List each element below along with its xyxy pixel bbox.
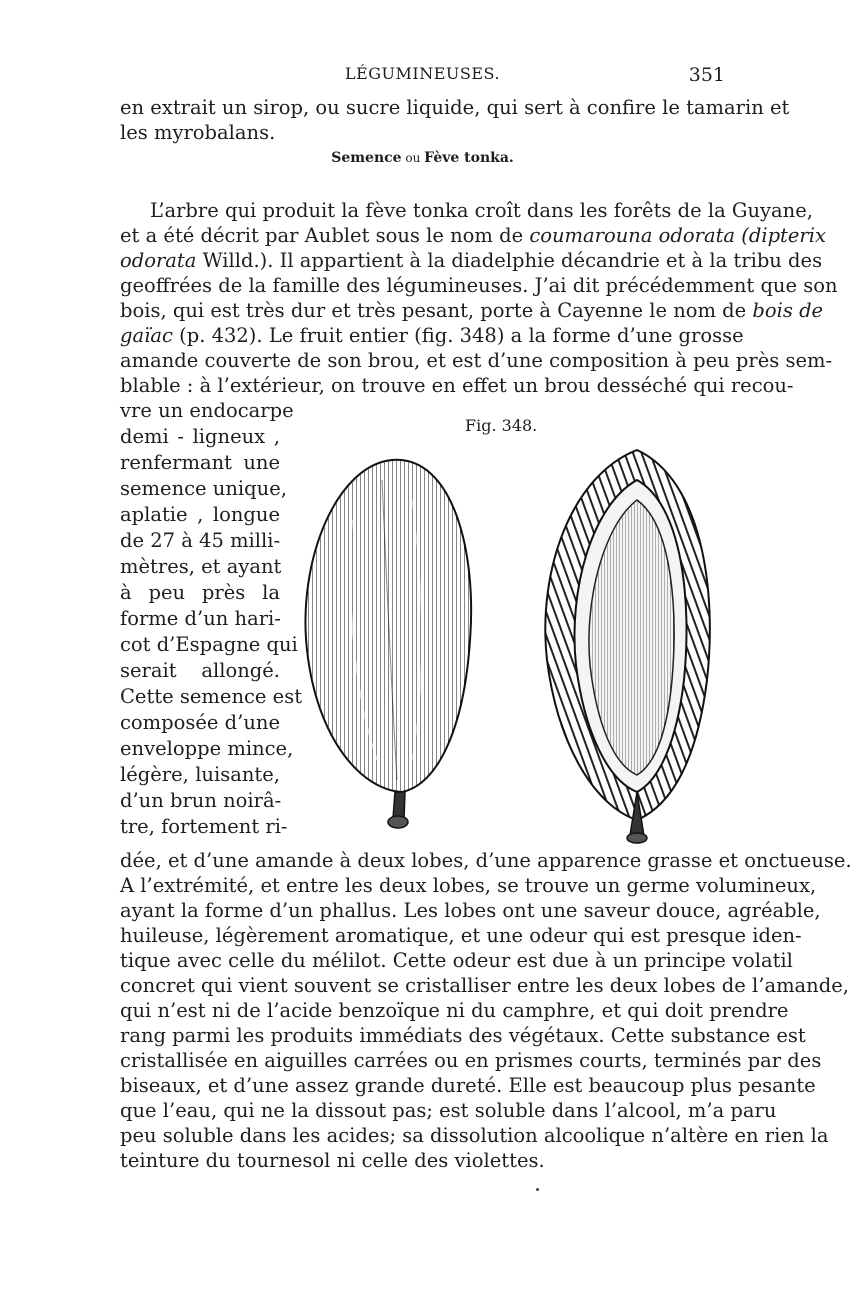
text-line: bois, qui est très dur et très pesant, porte à Cayenne le nom de bois de [120, 299, 824, 322]
text-line: demi - ligneux , [120, 425, 280, 448]
wood-name: bois de [752, 299, 824, 322]
text-line: dée, et d’une amande à deux lobes, d’une apparence grasse et onctueuse. [120, 849, 852, 872]
text-line: L’arbre qui produit la fève tonka croît dans les forêts de la Guyane, [150, 199, 813, 222]
section-heading-or: ou [401, 151, 425, 165]
genus-name: (dipterix [741, 224, 826, 247]
text-line: cristallisée en aiguilles carrées ou en prismes courts, terminés par des [120, 1049, 822, 1072]
print-speck [536, 1188, 539, 1191]
text-line: composée d’une [120, 711, 280, 734]
text-line: teinture du tournesol ni celle des violettes. [120, 1149, 545, 1172]
text-line: et a été décrit par Aublet sous le nom de coumarouna odorata (dipterix [120, 224, 826, 247]
text-line: cot d’Espagne qui [120, 633, 298, 656]
text-line: A l’extrémité, et entre les deux lobes, se trouve un germe volumineux, [120, 874, 817, 897]
text-line: ayant la forme d’un phallus. Les lobes ont une saveur douce, agréable, [120, 899, 821, 922]
cut-fruit [545, 450, 710, 843]
text-line: renfermant une [120, 451, 280, 474]
species-name: coumarouna odorata [529, 224, 736, 247]
text-line: rang parmi les produits immédiats des végétaux. Cette substance est [120, 1024, 806, 1047]
text-line: les myrobalans. [120, 121, 276, 144]
tonka-fruit-figure [292, 440, 732, 850]
text-line: tre, fortement ri- [120, 815, 288, 838]
text-line: de 27 à 45 milli- [120, 529, 281, 552]
text-line: que l’eau, qui ne la dissout pas; est soluble dans l’alcool, m’a paru [120, 1099, 777, 1122]
text-line: odorata Willd.). Il appartient à la diadelphie décandrie et à la tribu des [120, 249, 823, 272]
text-line: semence unique, [120, 477, 287, 500]
text-line: vre un endocarpe [120, 399, 294, 422]
text-line: geoffrées de la famille des légumineuses. J’ai dit précédemment que son [120, 274, 838, 297]
text-line: amande couverte de son brou, et est d’une composition à peu près sem- [120, 349, 833, 372]
text-line: enveloppe mince, [120, 737, 294, 760]
text-line: Cette semence est [120, 685, 303, 708]
whole-fruit [305, 460, 471, 828]
text-line: forme d’un hari- [120, 607, 281, 630]
text-line: à peu près la [120, 581, 280, 604]
text-line: blable : à l’extérieur, on trouve en effet un brou desséché qui recou- [120, 374, 794, 397]
text-line: légère, luisante, [120, 763, 280, 786]
page-header [120, 64, 725, 88]
section-heading-main: Semence [331, 150, 402, 166]
page-number: 351 [688, 64, 725, 86]
running-title: LÉGUMINEUSES. [344, 64, 501, 83]
text-line: huileuse, légèrement aromatique, et une odeur qui est presque iden- [120, 924, 802, 947]
text-line: aplatie , longue [120, 503, 280, 526]
text-line: tique avec celle du mélilot. Cette odeur est due à un principe volatil [120, 949, 793, 972]
species-name: odorata [120, 249, 197, 272]
wood-name: gaïac [120, 324, 173, 347]
text-line: d’un brun noirâ- [120, 789, 282, 812]
section-heading [120, 150, 725, 166]
text-line: gaïac (p. 432). Le fruit entier (fig. 348) a la forme d’une grosse [120, 324, 744, 347]
text-line: serait allongé. [120, 659, 280, 682]
text-line: peu soluble dans les acides; sa dissolution alcoolique n’altère en rien la [120, 1124, 829, 1147]
text-line: qui n’est ni de l’acide benzoïque ni du camphre, et qui doit prendre [120, 999, 789, 1022]
text-line: mètres, et ayant [120, 555, 282, 578]
text-line: en extrait un sirop, ou sucre liquide, qui sert à confire le tamarin et [120, 96, 790, 119]
figure-caption: Fig. 348. [465, 416, 538, 435]
section-heading-alt: Fève tonka. [424, 150, 514, 166]
text-line: concret qui vient souvent se cristalliser entre les deux lobes de l’amande, [120, 974, 849, 997]
text-line: biseaux, et d’une assez grande dureté. Elle est beaucoup plus pesante [120, 1074, 816, 1097]
